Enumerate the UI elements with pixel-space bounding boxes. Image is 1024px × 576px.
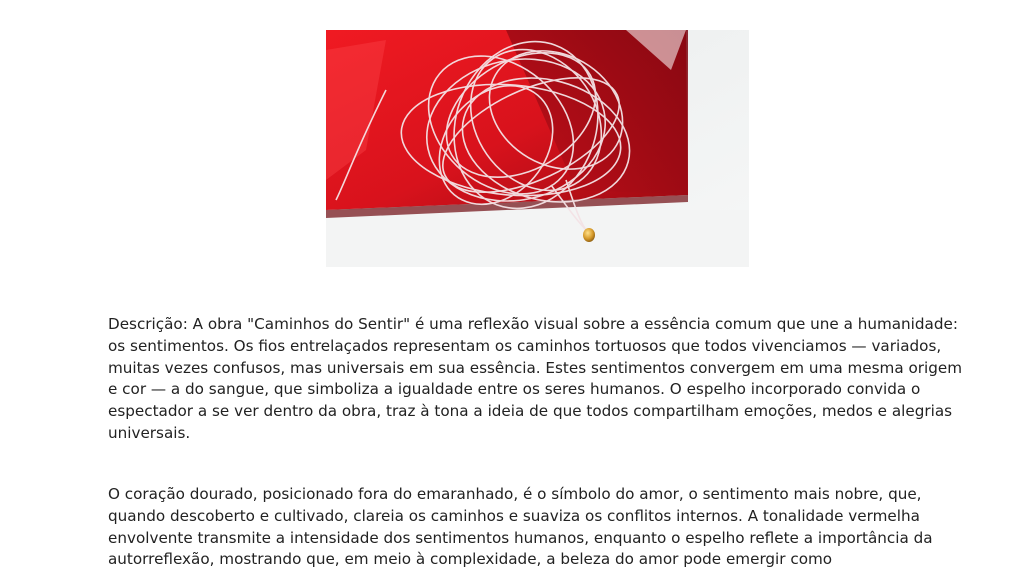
gold-heart [583, 228, 595, 242]
description-paragraph-2: O coração dourado, posicionado fora do emaranhado, é o símbolo do amor, o sentimento mais nobre, que, quando descoberto e cultivado, clareia os caminhos e suaviza os conflitos internos. A tonalidade vermelha envolvente transmite a intensidade dos sentimentos humanos, enquanto o espelho reflete a importância da autorreflexão, mostrando que, em meio à complexidade, a beleza do amor pode emergir como [108, 485, 933, 569]
artwork-photo [326, 30, 749, 267]
description-paragraph-1: Descrição: A obra "Caminhos do Sentir" é uma reflexão visual sobre a essência comum que une a humanidade: os sentimentos. Os fios entrelaçados representam os caminhos tortuosos que todos vivenciamos — variados, muitas vezes confusos, mas universais em sua essência. Estes sentimentos convergem em uma mesma origem e cor — a do sangue, que simboliza a igualdade entre os seres humanos. O espelho incorporado convida o espectador a se ver dentro da obra, traz à tona a ideia de que todos compartilham emoções, medos e alegrias universais. [108, 315, 962, 442]
